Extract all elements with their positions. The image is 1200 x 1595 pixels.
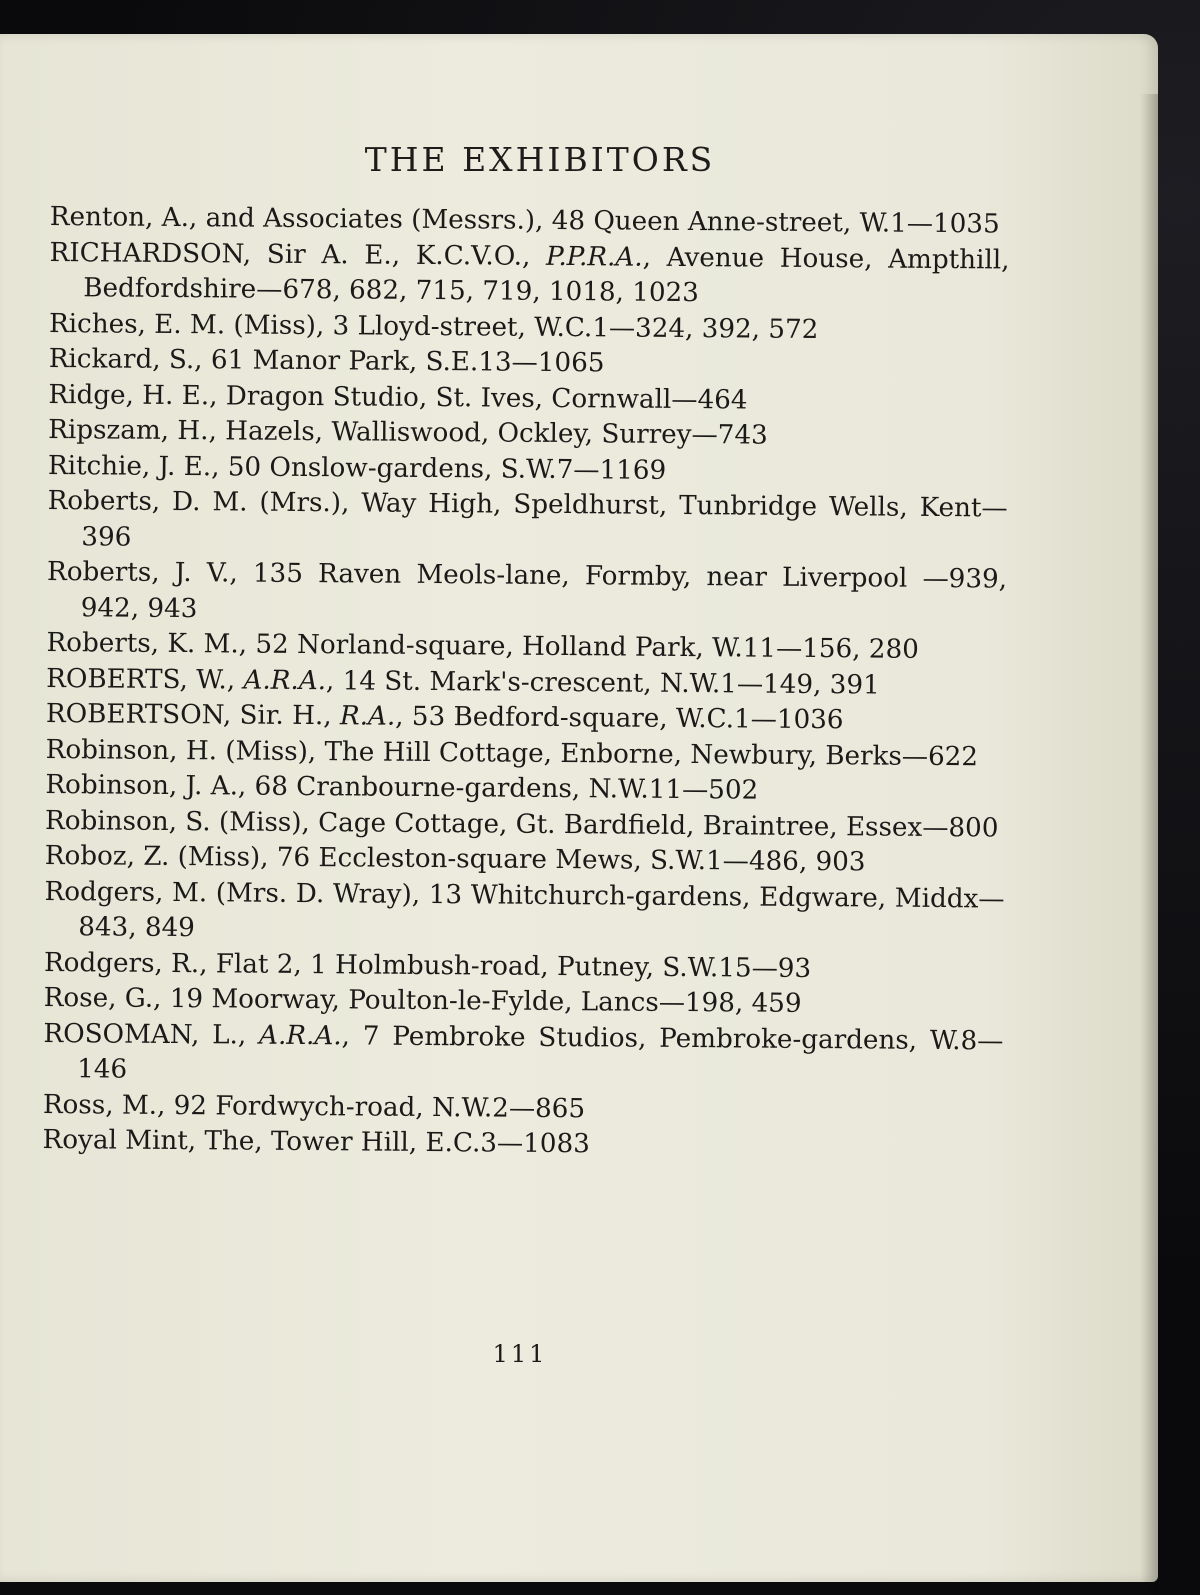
exhibitor-entry-roberts-j [47, 555, 1008, 634]
exhibitor-list [42, 200, 1009, 1166]
entry-text: ROSOMAN, L., [43, 1018, 260, 1051]
entry-text: Ripszam, H., Hazels, Walliswood, Ockley, Surrey—743 [48, 414, 768, 451]
entry-text: RICHARDSON, Sir A. E., K.C.V.O., [49, 237, 547, 272]
entry-text: Rose, G., 19 Moorway, Poulton-le-Fylde, Lancs—198, 459 [43, 982, 802, 1019]
entry-text: Rickard, S., 61 Manor Park, S.E.13—1065 [48, 343, 605, 379]
entry-rest: , 14 St. Mark's-crescent, N.W.1—149, 391 [325, 665, 880, 701]
entry-text: Ritchie, J. E., 50 Onslow-gardens, S.W.7—1169 [47, 450, 667, 486]
page-number: 111 [492, 1340, 548, 1368]
exhibitor-entry-rosoman [43, 1016, 1004, 1095]
entry-text: Ridge, H. E., Dragon Studio, St. Ives, Cornwall—464 [48, 379, 748, 415]
entry-text: Robinson, J. A., 68 Cranbourne-gardens, N.W.11—502 [45, 769, 759, 806]
entry-text: Rodgers, R., Flat 2, 1 Holmbush-road, Putney, S.W.15—93 [43, 947, 812, 984]
entry-honor: A.R.A. [258, 1020, 342, 1051]
entry-text: ROBERTS, W., [46, 663, 244, 696]
exhibitor-entry-royal-mint [42, 1123, 1002, 1166]
entry-honor: P.P.R.A. [545, 241, 643, 273]
entry-text: Roberts, D. M. (Mrs.), Way High, Speldhurst, Tunbridge Wells, Kent—396 [47, 485, 1008, 553]
entry-honor: R.A. [339, 701, 396, 732]
entry-text: Roberts, J. V., 135 Raven Meols-lane, Formby, near Liverpool —939, 942, 943 [46, 556, 1008, 624]
entry-text: Rodgers, M. (Mrs. D. Wray), 13 Whitchurch-gardens, Edgware, Middx—843, 849 [44, 876, 1005, 944]
entry-text: Roboz, Z. (Miss), 76 Eccleston-square Mews, S.W.1—486, 903 [44, 840, 866, 878]
page-edge-shadow [1140, 94, 1158, 1594]
entry-text: Robinson, S. (Miss), Cage Cottage, Gt. Bardfield, Braintree, Essex—800 [45, 805, 999, 843]
entry-rest: , Avenue House, Ampthill, Bedfordshire—678, 682, 715, 719, 1018, 1023 [83, 242, 1010, 309]
entry-text: ROBERTSON, Sir. H., [45, 698, 341, 732]
entry-text: Renton, A., and Associates (Messrs.), 48 Queen Anne-street, W.1—1035 [49, 201, 1000, 240]
entry-text: Ross, M., 92 Fordwych-road, N.W.2—865 [42, 1089, 586, 1124]
exhibitor-entry-rodgers-m [44, 874, 1005, 953]
exhibitor-entry-roberts-d [47, 484, 1008, 563]
entry-text: Royal Mint, The, Tower Hill, E.C.3—1083 [42, 1124, 590, 1160]
entry-rest: , 7 Pembroke Studios, Pembroke-gardens, W.8—146 [77, 1020, 1004, 1085]
entry-honor: A.R.A. [243, 665, 327, 696]
entry-text: Robinson, H. (Miss), The Hill Cottage, Enborne, Newbury, Berks—622 [45, 734, 979, 772]
exhibitor-entry-richardson [49, 235, 1010, 314]
page-heading: THE EXHIBITORS [364, 140, 716, 179]
entry-text: Roberts, K. M., 52 Norland-square, Holland Park, W.11—156, 280 [46, 627, 919, 665]
entry-text: Riches, E. M. (Miss), 3 Lloyd-street, W.C.1—324, 392, 572 [48, 308, 819, 345]
entry-rest: , 53 Bedford-square, W.C.1—1036 [395, 701, 844, 736]
